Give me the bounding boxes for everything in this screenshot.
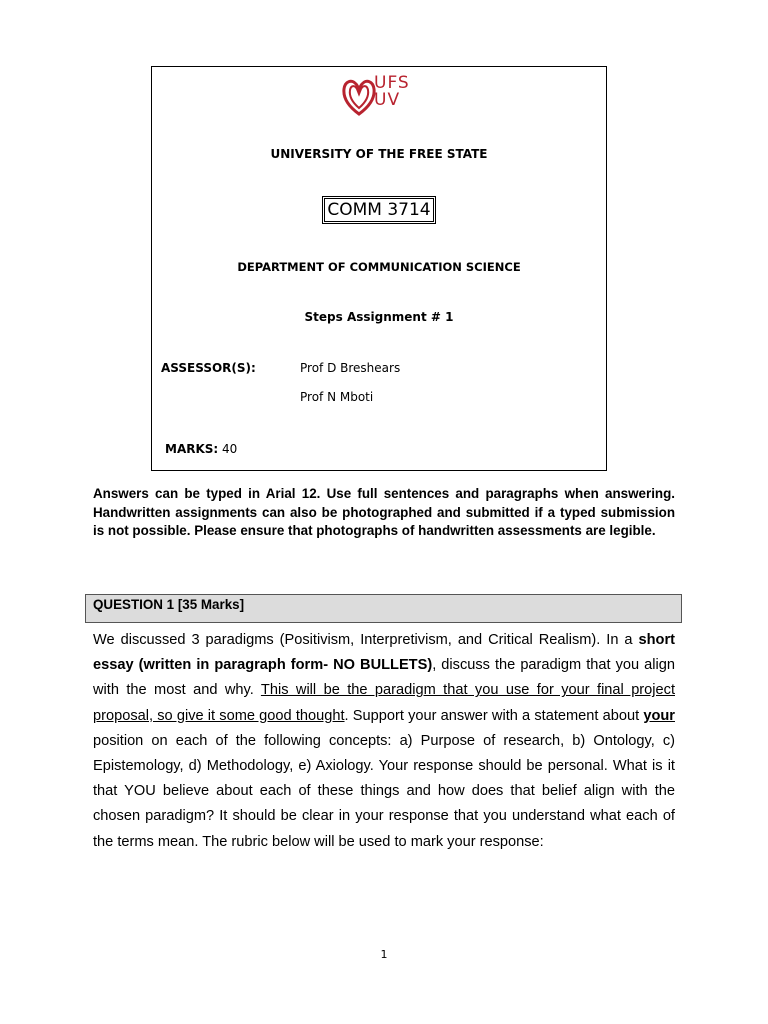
- question-text-part: We discussed 3 paradigms (Positivism, Interpretivism, and Critical Realism). In a: [93, 632, 639, 648]
- assessor-name: Prof D Breshears: [300, 361, 401, 375]
- question-emphasis-underlined: your: [643, 707, 675, 724]
- assignment-title: Steps Assignment # 1: [304, 310, 454, 324]
- instructions: Answers can be typed in Arial 12. Use full sentences and paragraphs when answering. Handwritten assignments can also be photographed and submitted if a typed submission is not possible. Please ensure that photographs of handwritten assessments are legible.: [93, 486, 675, 538]
- logo-text: [374, 75, 410, 109]
- university-name: UNIVERSITY OF THE FREE STATE: [270, 147, 488, 161]
- marks-label: MARKS:: [165, 442, 219, 456]
- marks: [165, 442, 237, 456]
- cover-box: [151, 66, 607, 471]
- logo-line-1: UFS: [374, 73, 410, 93]
- question-text-part: position on each of the following concepts: a) Purpose of research, b) Ontology, c) Epistemology, d) Methodology, e) Axiology. Your response should be personal. What is it that YOU believe about each of these things and how does that belief align with the chosen paradigm? It should be clear in your response that you understand what each of the terms mean. The rubric below will be used to mark your response:: [93, 732, 675, 850]
- question-text: [93, 628, 675, 855]
- question-heading: QUESTION 1 [35 Marks]: [85, 594, 682, 623]
- assessor-name: Prof N Mboti: [300, 390, 374, 404]
- assessor-label: ASSESSOR(S):: [161, 361, 256, 375]
- question-underlined: This will be the paradigm that you use for your final project proposal, so give it some good thought: [93, 682, 675, 724]
- university-logo: [342, 74, 432, 116]
- course-code-wrap: [152, 198, 606, 222]
- page-number: 1: [380, 948, 388, 961]
- marks-value: 40: [218, 442, 238, 456]
- heart-shield-icon: [342, 76, 376, 116]
- course-code: COMM 3714: [324, 198, 433, 222]
- question-text-part: , discuss the paradigm that you align with the most and why.: [93, 657, 675, 699]
- question-text-part: . Support your answer with a statement about: [344, 707, 644, 724]
- logo-line-2: UV: [374, 90, 401, 110]
- department-name: DEPARTMENT OF COMMUNICATION SCIENCE: [237, 260, 521, 274]
- question-emphasis: short essay (written in paragraph form- NO BULLETS): [93, 632, 675, 674]
